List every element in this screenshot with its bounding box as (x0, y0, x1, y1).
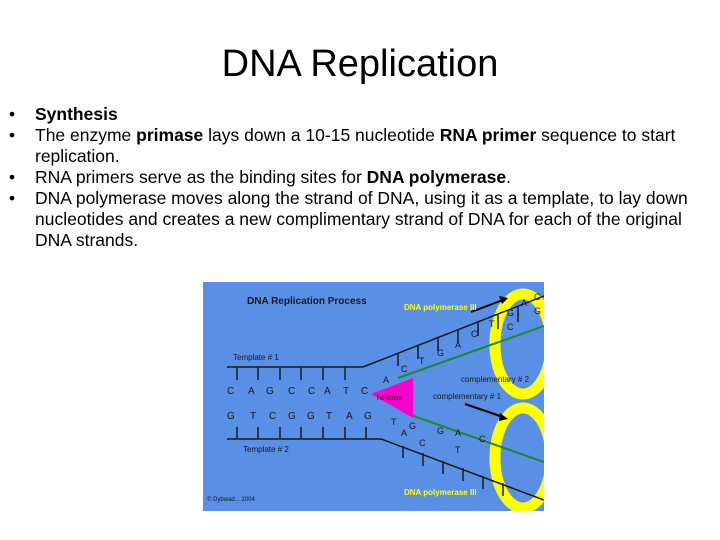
bullet-text-bold: DNA polymerase (366, 167, 507, 187)
bullet-list (6, 104, 706, 251)
base-letter: G (307, 411, 315, 422)
base-letter: A (324, 386, 331, 397)
base-letter: G (507, 308, 515, 318)
bullet-item (6, 167, 706, 188)
base-letter: A (521, 298, 528, 308)
base-letter: T (343, 386, 350, 397)
base-letter: T (489, 319, 495, 329)
bullet-text (35, 125, 675, 166)
dna-replication-diagram (203, 282, 544, 511)
bullet-text (35, 104, 118, 124)
diagram-title: DNA Replication Process (247, 296, 367, 307)
helicase-label: helicase (377, 395, 403, 402)
bullet-text-bold: Synthesis (35, 104, 118, 124)
polymerase-bottom-label: DNA polymerase III (404, 488, 477, 497)
complementary-2-label: complementary # 2 (461, 375, 530, 384)
diagram-svg (203, 282, 544, 511)
template-1-label: Template # 1 (233, 353, 279, 362)
base-letter: G (227, 411, 235, 422)
base-letter: C (507, 322, 514, 332)
base-letter: G (534, 306, 542, 316)
bullet-item (6, 104, 706, 125)
bullet-text-run: sequence to start replication. (35, 125, 676, 166)
base-letter: T (391, 417, 397, 427)
base-letter: G (409, 421, 417, 431)
template-2-label: Template # 2 (243, 445, 289, 454)
base-letter: C (269, 411, 277, 422)
bullet-text-run: lays down a 10-15 nucleotide (203, 125, 440, 145)
bullet-text (35, 167, 511, 187)
base-letter: T (455, 445, 461, 455)
slide-title: DNA Replication (221, 43, 499, 85)
bullet-text-bold: primase (136, 125, 204, 145)
base-letter: G (437, 348, 445, 358)
base-letter: A (455, 340, 462, 350)
base-letter: C (288, 386, 296, 397)
base-letter: G (364, 411, 372, 422)
bullet-text-run: . (506, 167, 511, 187)
bullet-item (6, 125, 706, 167)
base-letter: T (326, 411, 333, 422)
base-letter: C (471, 329, 478, 339)
base-letter: C (227, 386, 235, 397)
bullet-text-run: The enzyme (35, 125, 137, 145)
base-letter: G (437, 426, 445, 436)
base-letter: G (266, 386, 274, 397)
base-letter: A (248, 386, 255, 397)
base-letter: G (288, 411, 296, 422)
base-letter: A (401, 428, 408, 438)
complementary-1-label: complementary # 1 (433, 392, 502, 401)
base-letter: A (346, 411, 353, 422)
bullet-text: DNA polymerase moves along the strand of DNA, using it as a template, to lay down nucleotides and creates a new complimentary strand of DNA for each of the original DNA strands. (35, 188, 688, 250)
base-letter: C (401, 364, 408, 374)
base-letter: T (419, 356, 425, 366)
base-letter: T (250, 411, 257, 422)
base-letter: C (534, 292, 541, 302)
base-letter: A (455, 428, 462, 438)
base-letter: C (419, 438, 426, 448)
copyright-label: © Dybwad... 2004 (207, 497, 255, 503)
base-letter: C (361, 386, 369, 397)
bullet-text-run: RNA primers serve as the binding sites for (35, 167, 367, 187)
base-letter: A (383, 375, 390, 385)
base-letter: C (479, 434, 486, 444)
bullet-item (6, 188, 706, 251)
polymerase-top-label: DNA polymerase III (404, 303, 477, 312)
base-letter: C (308, 386, 316, 397)
bullet-text-bold: RNA primer (439, 125, 537, 145)
